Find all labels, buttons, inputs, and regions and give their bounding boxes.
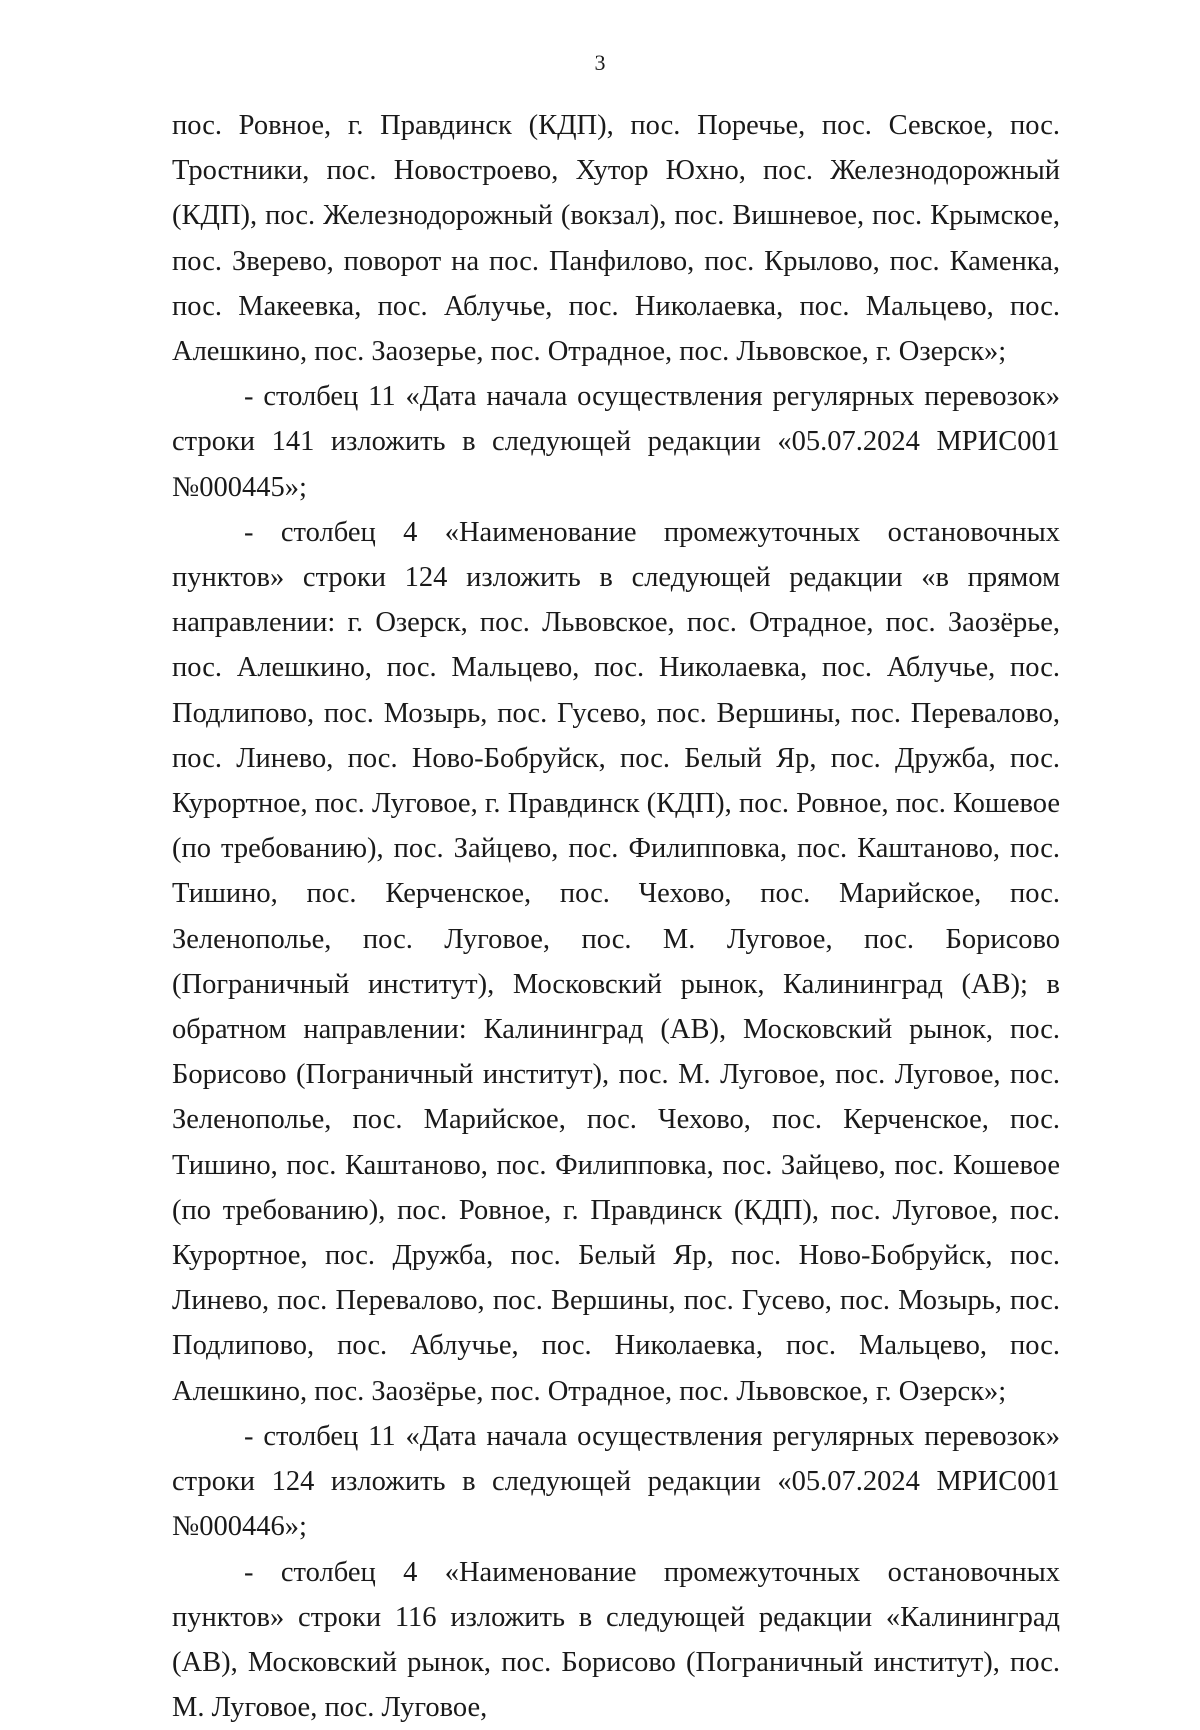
paragraph-column4-row116: - столбец 4 «Наименование промежуточных остановочных пунктов» строки 116 изложить в следующей редакции «Калининград (АВ), Московский рынок, пос. Борисово (Пограничный институт), пос. М. Луговое, пос. Луговое, (172, 1550, 1060, 1730)
page-number: 3 (0, 50, 1200, 76)
paragraph-route-continuation: пос. Ровное, г. Правдинск (КДП), пос. Поречье, пос. Севское, пос. Тростники, пос. Новостроево, Хутор Юхно, пос. Железнодорожный (КДП), пос. Железнодорожный (вокзал), пос. Вишневое, пос. Крымское, пос. Зверево, поворот на пос. Панфилово, пос. Крылово, пос. Каменка, пос. Макеевка, пос. Аблучье, пос. Николаевка, пос. Мальцево, пос. Алешкино, пос. Заозерье, пос. Отрадное, пос. Львовское, г. Озерск»; (172, 103, 1060, 374)
document-body (172, 103, 1060, 1730)
paragraph-column11-row124: - столбец 11 «Дата начала осуществления регулярных перевозок» строки 124 изложить в следующей редакции «05.07.2024 МРИС001 №000446»; (172, 1414, 1060, 1550)
paragraph-column11-row141: - столбец 11 «Дата начала осуществления регулярных перевозок» строки 141 изложить в следующей редакции «05.07.2024 МРИС001 №000445»; (172, 374, 1060, 510)
paragraph-column4-row124: - столбец 4 «Наименование промежуточных остановочных пунктов» строки 124 изложить в следующей редакции «в прямом направлении: г. Озерск, пос. Львовское, пос. Отрадное, пос. Заозёрье, пос. Алешкино, пос. Мальцево, пос. Николаевка, пос. Аблучье, пос. Подлипово, пос. Мозырь, пос. Гусево, пос. Вершины, пос. Перевалово, пос. Линево, пос. Ново-Бобруйск, пос. Белый Яр, пос. Дружба, пос. Курортное, пос. Луговое, г. Правдинск (КДП), пос. Ровное, пос. Кошевое (по требованию), пос. Зайцево, пос. Филипповка, пос. Каштаново, пос. Тишино, пос. Керченское, пос. Чехово, пос. Марийское, пос. Зеленополье, пос. Луговое, пос. М. Луговое, пос. Борисово (Пограничный институт), Московский рынок, Калининград (АВ); в обратном направлении: Калининград (АВ), Московский рынок, пос. Борисово (Пограничный институт), пос. М. Луговое, пос. Луговое, пос. Зеленополье, пос. Марийское, пос. Чехово, пос. Керченское, пос. Тишино, пос. Каштаново, пос. Филипповка, пос. Зайцево, пос. Кошевое (по требованию), пос. Ровное, г. Правдинск (КДП), пос. Луговое, пос. Курортное, пос. Дружба, пос. Белый Яр, пос. Ново-Бобруйск, пос. Линево, пос. Перевалово, пос. Вершины, пос. Гусево, пос. Мозырь, пос. Подлипово, пос. Аблучье, пос. Николаевка, пос. Мальцево, пос. Алешкино, пос. Заозёрье, пос. Отрадное, пос. Львовское, г. Озерск»; (172, 510, 1060, 1414)
